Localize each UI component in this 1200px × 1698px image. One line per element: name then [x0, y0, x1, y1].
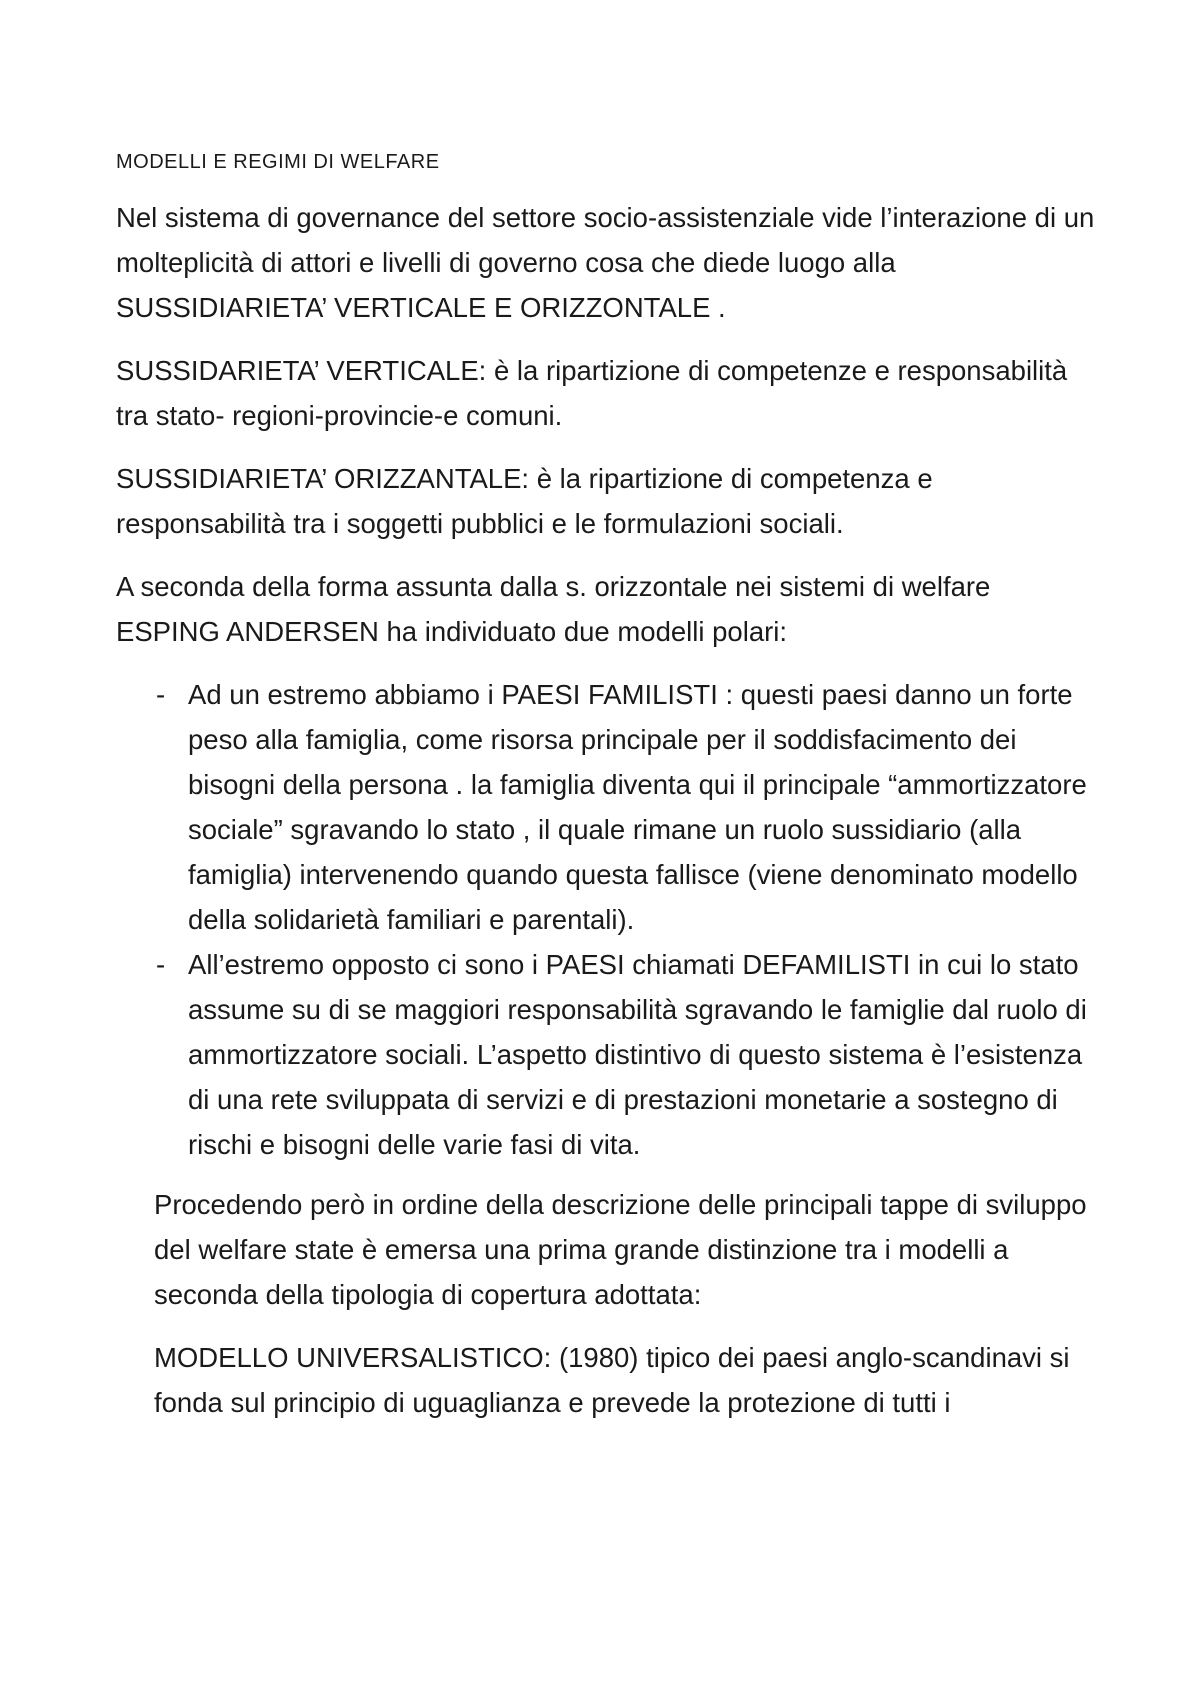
- paragraph-modello-universalistico: MODELLO UNIVERSALISTICO: (1980) tipico dei paesi anglo-scandinavi si fonda sul principio di uguaglianza e prevede la protezione di tutti i: [154, 1342, 1070, 1418]
- list-item-text: All’estremo opposto ci sono i PAESI chiamati DEFAMILISTI in cui lo stato assume su di se maggiori responsabilità sgravando le famiglie dal ruolo di ammortizzatore sociali. L’aspetto distintivo di questo sistema è l’esistenza di una rete sviluppata di servizi e di prestazioni monetarie a sostegno di rischi e bisogni delle varie fasi di vita.: [188, 949, 1087, 1160]
- bullet-list-modelli-polari: [116, 672, 1100, 1167]
- paragraph-sussidiarieta-verticale: SUSSIDARIETA’ VERTICALE: è la ripartizione di competenze e responsabilità tra stato- regioni-provincie-e comuni.: [116, 355, 1068, 431]
- paragraph-governance: Nel sistema di governance del settore socio-assistenziale vide l’interazione di un molteplicità di attori e livelli di governo cosa che diede luogo alla SUSSIDIARIETA’ VERTICALE E ORIZZONTALE .: [116, 202, 1095, 323]
- list-item-paesi-familisti: [116, 672, 1100, 942]
- paragraph-esping-andersen: A seconda della forma assunta dalla s. orizzontale nei sistemi di welfare ESPING ANDERSEN ha individuato due modelli polari:: [116, 571, 991, 647]
- paragraph-tappe-sviluppo: Procedendo però in ordine della descrizione delle principali tappe di sviluppo del welfare state è emersa una prima grande distinzione tra i modelli a seconda della tipologia di copertura adottata:: [154, 1189, 1087, 1310]
- list-item-paesi-defamilisti: [116, 942, 1100, 1167]
- paragraph-sussidiarieta-orizzontale: SUSSIDIARIETA’ ORIZZANTALE: è la ripartizione di competenza e responsabilità tra i soggetti pubblici e le formulazioni sociali.: [116, 463, 933, 539]
- bullet-marker: -: [156, 679, 166, 710]
- document-title: MODELLI E REGIMI DI WELFARE: [116, 151, 440, 173]
- list-item-text: Ad un estremo abbiamo i PAESI FAMILISTI : questi paesi danno un forte peso alla famiglia, come risorsa principale per il soddisfacimento dei bisogni della persona . la famiglia diventa qui il principale “ammortizzatore sociale” sgravando lo stato , il quale rimane un ruolo sussidiario (alla famiglia) intervenendo quando questa fallisce (viene denominato modello della solidarietà familiari e parentali).: [188, 679, 1087, 935]
- bullet-marker: -: [156, 949, 166, 980]
